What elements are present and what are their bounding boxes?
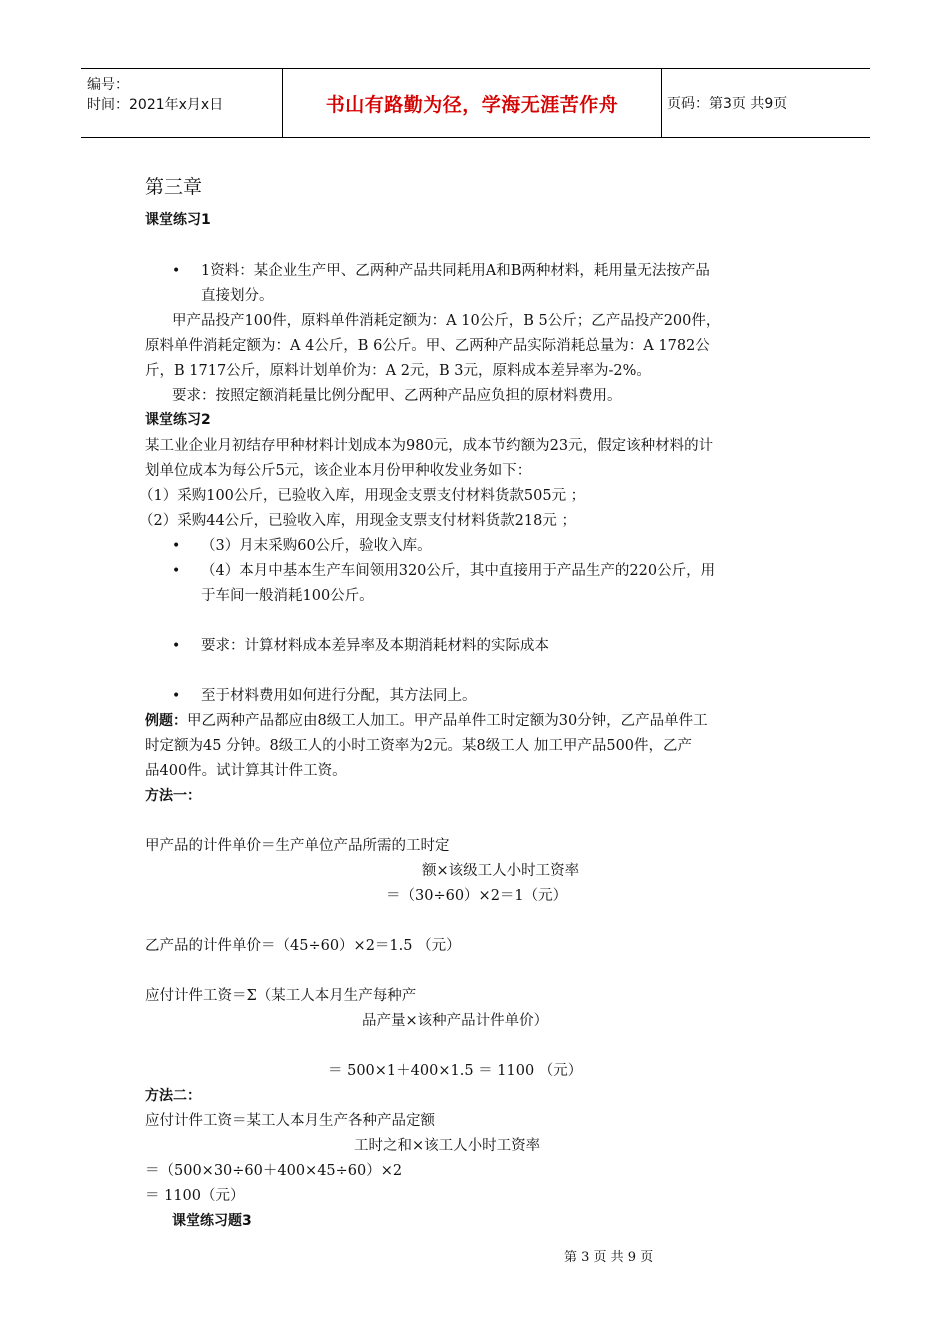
formula-line: ＝（30÷60）×2＝1（元） xyxy=(386,888,568,904)
text-line: 要求：计算材料成本差异率及本期消耗材料的实际成本 xyxy=(201,638,549,654)
text-line: （2）采购44公斤，已验收入库，用现金支票支付材料货款218元 ； xyxy=(139,513,576,529)
formula-line: 额×该级工人小时工资率 xyxy=(422,863,580,879)
section-heading-1: 课堂练习1 xyxy=(145,212,211,228)
example-text: 甲乙两种产品都应由8级工人加工。甲产品单件工时定额为30分钟，乙产品单件工 xyxy=(187,713,708,729)
formula-line: 应付计件工资＝某工人本月生产各种产品定额 xyxy=(145,1113,435,1129)
time-label: 时间：2021年x月x日 xyxy=(87,97,224,113)
formula-line: 应付计件工资＝Σ（某工人本月生产每种产 xyxy=(145,988,417,1004)
bullet: • xyxy=(172,538,181,554)
formula-line: 工时之和×该工人小时工资率 xyxy=(354,1138,541,1154)
page-footer: 第 3 页 共 9 页 xyxy=(564,1250,654,1265)
text-line: 要求：按照定额消耗量比例分配甲、乙两种产品应负担的原材料费用。 xyxy=(172,388,622,404)
number-label: 编号： xyxy=(87,77,129,93)
formula-line: 品产量×该种产品计件单价） xyxy=(362,1013,549,1029)
text-line: 原料单件消耗定额为：A 4公斤，B 6公斤。甲、乙两种产品实际消耗总量为：A 1782公 xyxy=(145,338,710,354)
bullet: • xyxy=(172,688,181,704)
text-line: 品400件。试计算其计件工资。 xyxy=(145,763,347,779)
text-line: （1）采购100公斤，已验收入库，用现金支票支付材料货款505元 ； xyxy=(139,488,586,504)
text-line: 某工业企业月初结存甲种材料计划成本为980元，成本节约额为23元，假定该种材料的计 xyxy=(145,438,714,454)
text-line: 甲产品投产100件，原料单件消耗定额为：A 10公斤，B 5公斤；乙产品投产200件， xyxy=(172,313,721,329)
section-heading-3: 课堂练习题3 xyxy=(172,1213,252,1229)
example-label: 例题： xyxy=(145,713,187,729)
text-line: 时定额为45 分钟。8级工人的小时工资率为2元。某8级工人 加工甲产品500件，乙产 xyxy=(145,738,693,754)
bullet: • xyxy=(172,563,181,579)
formula-line: ＝ 500×1＋400×1.5 ＝ 1100 （元） xyxy=(328,1063,583,1079)
method-1-heading: 方法一： xyxy=(145,788,201,804)
chapter-title: 第三章 xyxy=(145,176,203,198)
text-line: 斤，B 1717公斤，原料计划单价为：A 2元，B 3元，原料成本差异率为-2%。 xyxy=(145,363,651,379)
formula-line: ＝ 1100（元） xyxy=(145,1188,245,1204)
text-line: 于车间一般消耗100公斤。 xyxy=(201,588,374,604)
formula-line: 甲产品的计件单价＝生产单位产品所需的工时定 xyxy=(145,838,450,854)
text-line: （4）本月中基本生产车间领用320公斤，其中直接用于产品生产的220公斤，用 xyxy=(201,563,716,579)
text-line: 划单位成本为每公斤5元，该企业本月份甲种收发业务如下： xyxy=(145,463,532,479)
text-line: 直接划分。 xyxy=(201,288,274,304)
text-line xyxy=(145,711,708,731)
formula-line: 乙产品的计件单价＝（45÷60）×2＝1.5 （元） xyxy=(145,938,461,954)
header-meta xyxy=(87,75,277,115)
page-info: 页码：第3页 共9页 xyxy=(667,96,788,112)
page-header xyxy=(81,68,870,138)
text-line: 1资料：某企业生产甲、乙两种产品共同耗用A和B两种材料，耗用量无法按产品 xyxy=(201,263,710,279)
section-heading-2: 课堂练习2 xyxy=(145,412,211,428)
bullet: • xyxy=(172,263,181,279)
text-line: （3）月末采购60公斤，验收入库。 xyxy=(201,538,432,554)
formula-line: ＝（500×30÷60＋400×45÷60）×2 xyxy=(145,1163,403,1179)
method-2-heading: 方法二： xyxy=(145,1088,201,1104)
text-line: 至于材料费用如何进行分配，其方法同上。 xyxy=(201,688,477,704)
bullet: • xyxy=(172,638,181,654)
motto: 书山有路勤为径，学海无涯苦作舟 xyxy=(282,69,662,137)
